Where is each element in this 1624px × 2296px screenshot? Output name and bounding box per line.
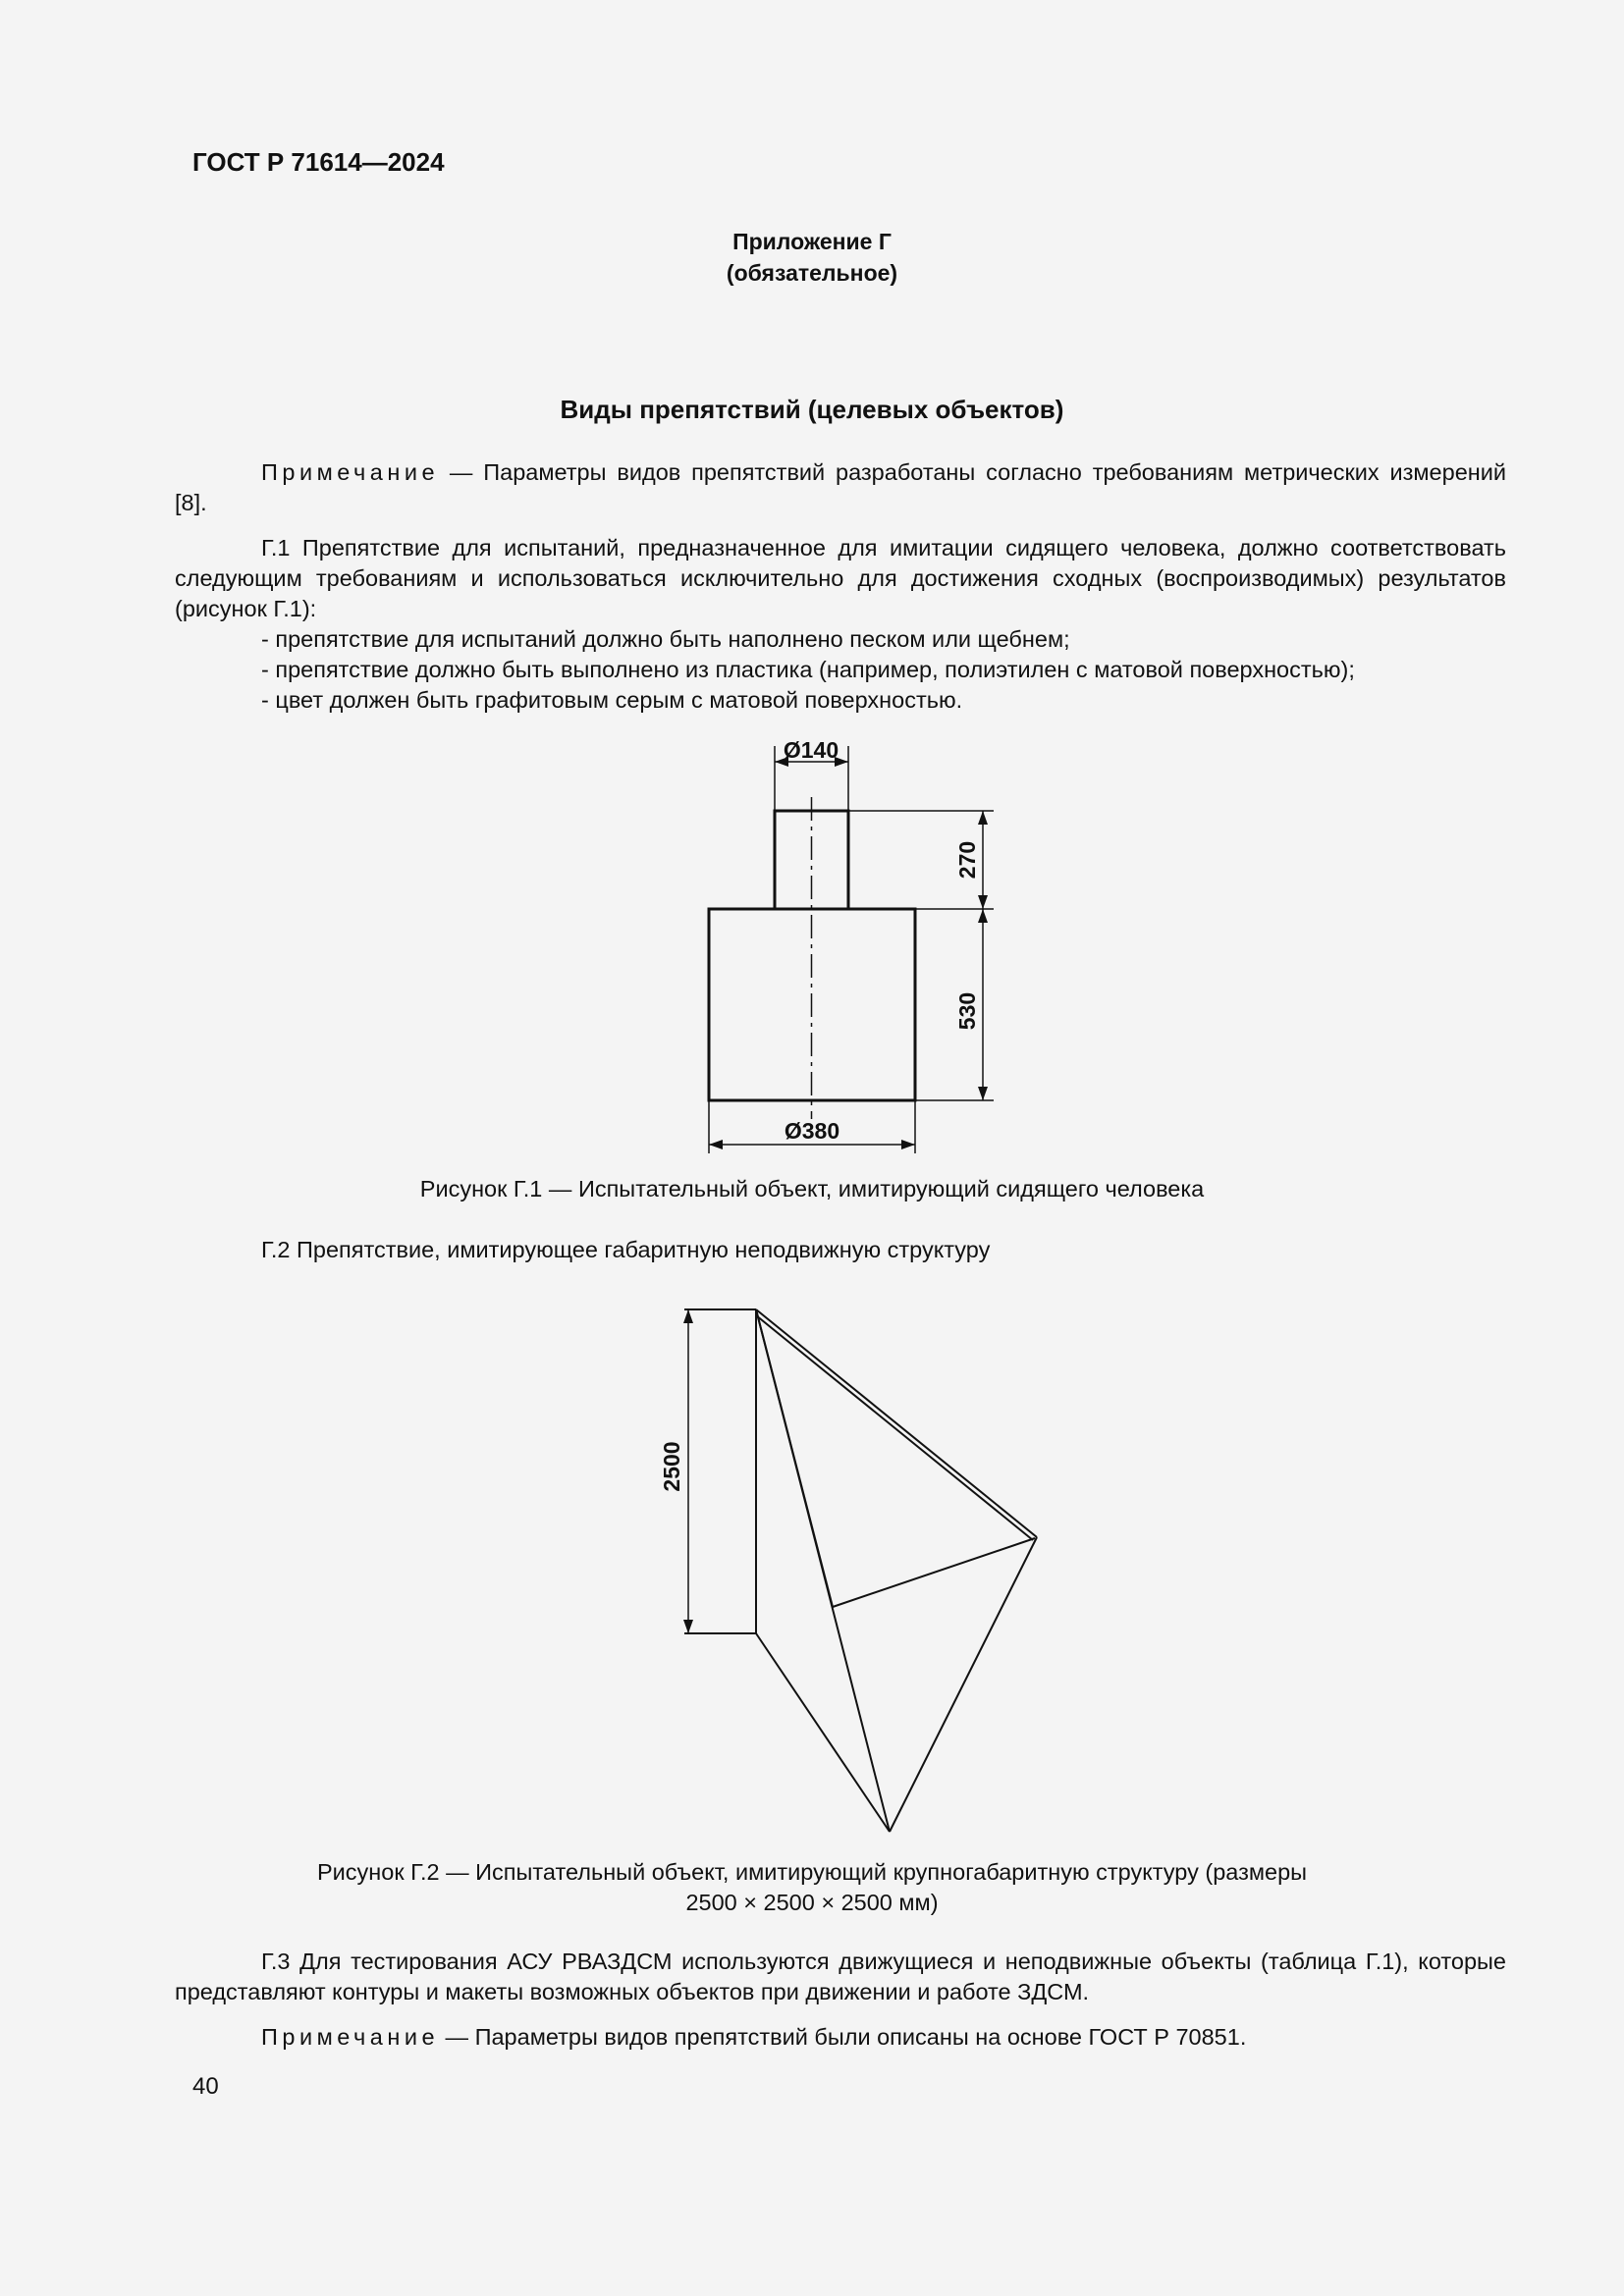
figure-2-caption-line-2: 2500 × 2500 × 2500 мм) — [685, 1890, 939, 1915]
figure-2-drawing — [0, 1276, 1624, 1845]
figure-2-caption-line-1: Рисунок Г.2 — Испытательный объект, имитирующий крупногабаритную структуру (размеры — [316, 1859, 1308, 1885]
annex-title: Приложение Г — [732, 229, 892, 254]
note-text: — Параметры видов препятствий были описаны на основе ГОСТ Р 70851. — [439, 2024, 1247, 2050]
note-paragraph-2 — [175, 2022, 1506, 2053]
figure-1-caption: Рисунок Г.1 — Испытательный объект, имитирующий сидящего человека — [419, 1176, 1205, 1201]
dim-bottom-diameter: Ø380 — [784, 1118, 840, 1144]
document-code: ГОСТ Р 71614—2024 — [192, 147, 445, 177]
dim-lower-height: 530 — [954, 991, 980, 1031]
figure-2-caption — [0, 1857, 1624, 1918]
section-title: Виды препятствий (целевых объектов) — [560, 395, 1064, 424]
dim-upper-height: 270 — [954, 840, 980, 880]
annex-status: (обязательное) — [726, 260, 898, 286]
paragraph-g1: Г.1 Препятствие для испытаний, предназначенное для имитации сидящего человека, должно соответствовать следующим требованиям и использоваться исключительно для достижения сходных (воспроизводимых) результатов (рисунок Г.1): — [175, 535, 1506, 621]
dim-height: 2500 — [659, 1441, 684, 1492]
page-number: 40 — [192, 2073, 219, 2100]
dim-top-diameter: Ø140 — [783, 737, 839, 763]
paragraph-g3: Г.3 Для тестирования АСУ РВАЗДСМ используются движущиеся и неподвижные объекты (таблица Г.1), которые представляют контуры и макеты возможных объектов при движении и работе ЗДСМ. — [175, 1949, 1506, 2004]
list-item: - препятствие должно быть выполнено из пластика (например, полиэтилен с матовой поверхностью); — [261, 657, 1355, 682]
list-item: - препятствие для испытаний должно быть наполнено песком или щебнем; — [261, 626, 1070, 652]
paragraph-g2: Г.2 Препятствие, имитирующее габаритную неподвижную структуру — [261, 1237, 991, 1262]
note-label: Примечание — [261, 459, 440, 485]
note-label: Примечание — [261, 2024, 440, 2050]
note-text: — Параметры видов препятствий разработаны согласно требованиям метрических измерений [8]. — [175, 459, 1506, 515]
list-item: - цвет должен быть графитовым серым с матовой поверхностью. — [261, 687, 963, 713]
